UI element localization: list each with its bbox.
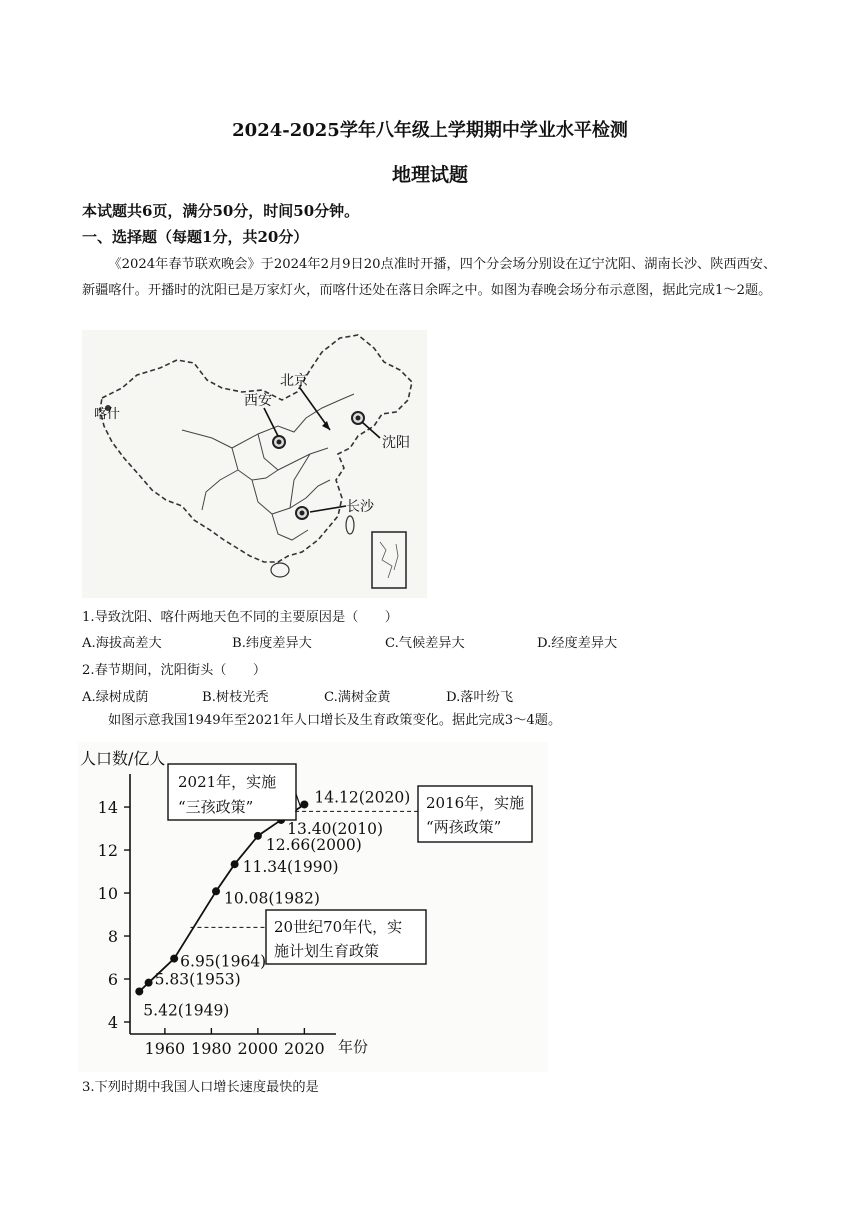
section-heading: 一、选择题（每题1分，共20分） bbox=[82, 228, 309, 246]
q2-option-a: A.绿树成荫 bbox=[82, 690, 149, 705]
q1-option-b: B.纬度差异大 bbox=[232, 636, 312, 651]
data-label: 5.42(1949) bbox=[143, 1001, 230, 1020]
x-tick-label: 1980 bbox=[191, 1039, 232, 1058]
changsha-arrow bbox=[310, 506, 346, 512]
data-point bbox=[170, 955, 178, 963]
map-label-shenyang: 沈阳 bbox=[382, 435, 410, 451]
map-city-markers bbox=[82, 330, 427, 598]
annotation-2021-line1: 2021年，实施 bbox=[178, 773, 277, 791]
y-tick-label: 10 bbox=[97, 884, 118, 904]
map-label-changsha: 长沙 bbox=[346, 499, 374, 515]
x-tick-label: 2000 bbox=[237, 1039, 279, 1058]
y-axis-label: 人口数/亿人 bbox=[80, 749, 166, 768]
intro-paragraph-1: 《2024年春节联欢晚会》于2024年2月9日20点准时开播，四个分会场分别设在辽宁沈阳、湖南长沙、陕西西安、新疆喀什。开播时的沈阳已是万家灯火，而喀什还处在落日余晖之中。如图为春晚会场分布示意图，据此完成1～2题。 bbox=[82, 257, 777, 298]
data-label: 14.12(2020) bbox=[314, 788, 411, 807]
annotation-2016-line1: 2016年，实施 bbox=[426, 794, 525, 812]
y-tick-label: 14 bbox=[97, 798, 118, 818]
annotation-70s-line2: 施计划生育政策 bbox=[274, 942, 380, 960]
exam-info: 本试题共6页，满分50分，时间50分钟。 bbox=[82, 202, 360, 220]
q2-option-d: D.落叶纷飞 bbox=[446, 690, 514, 705]
x-tick-label: 2020 bbox=[284, 1039, 325, 1058]
y-tick-label: 12 bbox=[97, 841, 118, 861]
annotation-2021-line2: “三孩政策” bbox=[178, 798, 254, 816]
x-axis-label: 年份 bbox=[338, 1038, 369, 1056]
q3-stem: 3.下列时期中我国人口增长速度最快的是 bbox=[82, 1080, 319, 1095]
population-chart bbox=[78, 742, 548, 1072]
annotation-2016-line2: “两孩政策” bbox=[426, 818, 502, 836]
map-label-beijing: 北京 bbox=[280, 373, 308, 389]
q2-option-b: B.树枝光秃 bbox=[202, 690, 269, 705]
y-tick-label: 4 bbox=[107, 1013, 118, 1032]
exam-subtitle: 地理试题 bbox=[391, 164, 468, 186]
annotation-70s-line1: 20世纪70年代，实 bbox=[274, 918, 403, 936]
data-label: 6.95(1964) bbox=[180, 952, 267, 971]
data-point bbox=[135, 987, 143, 995]
map-label-kashi: 喀什 bbox=[94, 407, 121, 422]
intro-paragraph-2: 如图示意我国1949年至2021年人口增长及生育政策变化。据此完成3～4题。 bbox=[108, 713, 562, 728]
shenyang-arrow bbox=[362, 422, 380, 438]
q1-stem: 1.导致沈阳、喀什两地天色不同的主要原因是（ ） bbox=[82, 610, 398, 625]
y-tick-label: 6 bbox=[107, 970, 118, 990]
data-point bbox=[254, 832, 262, 840]
y-tick-label: 8 bbox=[107, 927, 118, 947]
q1-option-d: D.经度差异大 bbox=[537, 636, 618, 651]
x-tick-label: 1960 bbox=[144, 1039, 186, 1058]
data-label: 11.34(1990) bbox=[242, 858, 339, 877]
q2-stem: 2.春节期间，沈阳街头（ ） bbox=[82, 663, 267, 678]
q1-option-c: C.气候差异大 bbox=[385, 636, 465, 651]
population-chart-svg bbox=[78, 742, 548, 1072]
xian-arrow bbox=[264, 408, 278, 436]
data-label: 13.40(2010) bbox=[287, 819, 384, 838]
data-point bbox=[145, 979, 153, 987]
data-label: 12.66(2000) bbox=[265, 835, 362, 854]
data-label: 5.83(1953) bbox=[154, 970, 241, 989]
data-point bbox=[231, 860, 239, 868]
data-label: 10.08(1982) bbox=[224, 889, 320, 908]
map-label-xian: 西安 bbox=[244, 393, 272, 409]
data-point bbox=[300, 800, 308, 808]
q1-option-a: A.海拔高差大 bbox=[82, 636, 162, 651]
data-point bbox=[212, 887, 220, 895]
exam-title: 2024-2025学年八年级上学期期中学业水平检测 bbox=[232, 120, 628, 141]
q2-option-c: C.满树金黄 bbox=[324, 690, 391, 705]
